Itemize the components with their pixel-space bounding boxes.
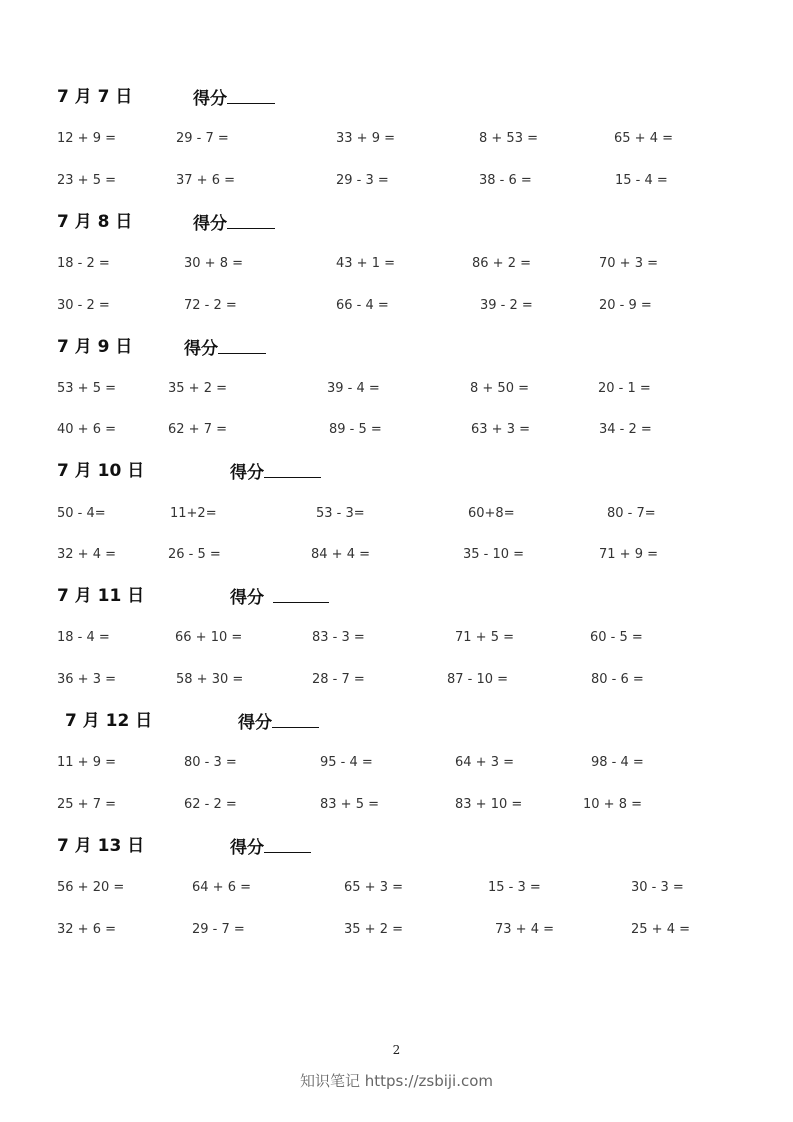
problem: 60 - 5 = — [590, 630, 643, 645]
section-date: 7 月 7 日 — [57, 87, 133, 107]
problem: 83 - 3 = — [312, 630, 365, 645]
problem: 87 - 10 = — [447, 672, 509, 687]
score-blank[interactable] — [272, 711, 319, 728]
page-number: 2 — [392, 1043, 401, 1057]
problem: 66 - 4 = — [336, 298, 389, 313]
score-blank[interactable] — [264, 836, 311, 853]
problem: 83 + 10 = — [455, 797, 523, 812]
score-field[interactable] — [238, 711, 319, 733]
score-label: 得分 — [230, 838, 264, 858]
problem: 29 - 3 = — [336, 173, 389, 188]
problem: 30 - 3 = — [631, 880, 684, 895]
problem: 62 - 2 = — [184, 797, 237, 812]
problem: 25 + 4 = — [631, 922, 690, 937]
problem: 62 + 7 = — [168, 422, 227, 437]
problem: 43 + 1 = — [336, 256, 395, 271]
section-date: 7 月 10 日 — [57, 461, 145, 481]
problem: 26 - 5 = — [168, 547, 221, 562]
problem: 33 + 9 = — [336, 131, 395, 146]
problem: 63 + 3 = — [471, 422, 530, 437]
problem: 18 - 4 = — [57, 630, 110, 645]
score-label: 得分 — [238, 713, 272, 733]
problem: 72 - 2 = — [184, 298, 237, 313]
problem: 50 - 4= — [57, 506, 106, 521]
problem: 25 + 7 = — [57, 797, 116, 812]
problem: 98 - 4 = — [591, 755, 644, 770]
problem: 15 - 3 = — [488, 880, 541, 895]
score-label: 得分 — [184, 339, 218, 359]
score-blank[interactable] — [218, 337, 266, 354]
problem: 20 - 1 = — [598, 381, 651, 396]
problem: 71 + 9 = — [599, 547, 658, 562]
problem: 30 + 8 = — [184, 256, 243, 271]
score-label: 得分 — [230, 463, 264, 483]
problem: 37 + 6 = — [176, 173, 235, 188]
problem: 30 - 2 = — [57, 298, 110, 313]
section-date: 7 月 9 日 — [57, 337, 133, 357]
site-watermark: 知识笔记 https://zsbiji.com — [299, 1072, 494, 1090]
problem: 95 - 4 = — [320, 755, 373, 770]
problem: 80 - 3 = — [184, 755, 237, 770]
problem: 70 + 3 = — [599, 256, 658, 271]
problem: 8 + 53 = — [479, 131, 538, 146]
problem: 29 - 7 = — [176, 131, 229, 146]
score-blank[interactable] — [227, 212, 275, 229]
problem: 23 + 5 = — [57, 173, 116, 188]
score-label: 得分 — [230, 588, 264, 608]
problem: 53 + 5 = — [57, 381, 116, 396]
problem: 8 + 50 = — [470, 381, 529, 396]
section-date: 7 月 12 日 — [65, 711, 153, 731]
problem: 39 - 2 = — [480, 298, 533, 313]
problem: 89 - 5 = — [329, 422, 382, 437]
problem: 38 - 6 = — [479, 173, 532, 188]
problem: 10 + 8 = — [583, 797, 642, 812]
problem: 28 - 7 = — [312, 672, 365, 687]
score-label: 得分 — [193, 89, 227, 109]
problem: 32 + 4 = — [57, 547, 116, 562]
problem: 83 + 5 = — [320, 797, 379, 812]
problem: 71 + 5 = — [455, 630, 514, 645]
score-label: 得分 — [193, 214, 227, 234]
problem: 84 + 4 = — [311, 547, 370, 562]
score-field[interactable] — [184, 337, 266, 359]
problem: 60+8= — [468, 506, 515, 521]
problem: 11+2= — [170, 506, 217, 521]
problem: 15 - 4 = — [615, 173, 668, 188]
problem: 65 + 4 = — [614, 131, 673, 146]
problem: 34 - 2 = — [599, 422, 652, 437]
problem: 35 - 10 = — [463, 547, 525, 562]
problem: 53 - 3= — [316, 506, 365, 521]
score-field[interactable] — [230, 836, 311, 858]
problem: 58 + 30 = — [176, 672, 244, 687]
problem: 12 + 9 = — [57, 131, 116, 146]
problem: 65 + 3 = — [344, 880, 403, 895]
problem: 39 - 4 = — [327, 381, 380, 396]
section-date: 7 月 13 日 — [57, 836, 145, 856]
section-date: 7 月 8 日 — [57, 212, 133, 232]
score-field[interactable] — [193, 87, 275, 109]
problem: 35 + 2 = — [168, 381, 227, 396]
problem: 18 - 2 = — [57, 256, 110, 271]
score-field[interactable] — [230, 461, 321, 483]
problem: 86 + 2 = — [472, 256, 531, 271]
score-blank[interactable] — [227, 87, 275, 104]
problem: 32 + 6 = — [57, 922, 116, 937]
problem: 80 - 6 = — [591, 672, 644, 687]
problem: 36 + 3 = — [57, 672, 116, 687]
problem: 40 + 6 = — [57, 422, 116, 437]
problem: 64 + 6 = — [192, 880, 251, 895]
problem: 20 - 9 = — [599, 298, 652, 313]
problem: 66 + 10 = — [175, 630, 243, 645]
problem: 11 + 9 = — [57, 755, 116, 770]
problem: 80 - 7= — [607, 506, 656, 521]
score-blank[interactable] — [264, 461, 321, 478]
section-date: 7 月 11 日 — [57, 586, 145, 606]
score-blank[interactable] — [273, 586, 329, 603]
problem: 29 - 7 = — [192, 922, 245, 937]
problem: 64 + 3 = — [455, 755, 514, 770]
score-field[interactable] — [230, 586, 329, 608]
score-field[interactable] — [193, 212, 275, 234]
problem: 73 + 4 = — [495, 922, 554, 937]
problem: 35 + 2 = — [344, 922, 403, 937]
problem: 56 + 20 = — [57, 880, 125, 895]
